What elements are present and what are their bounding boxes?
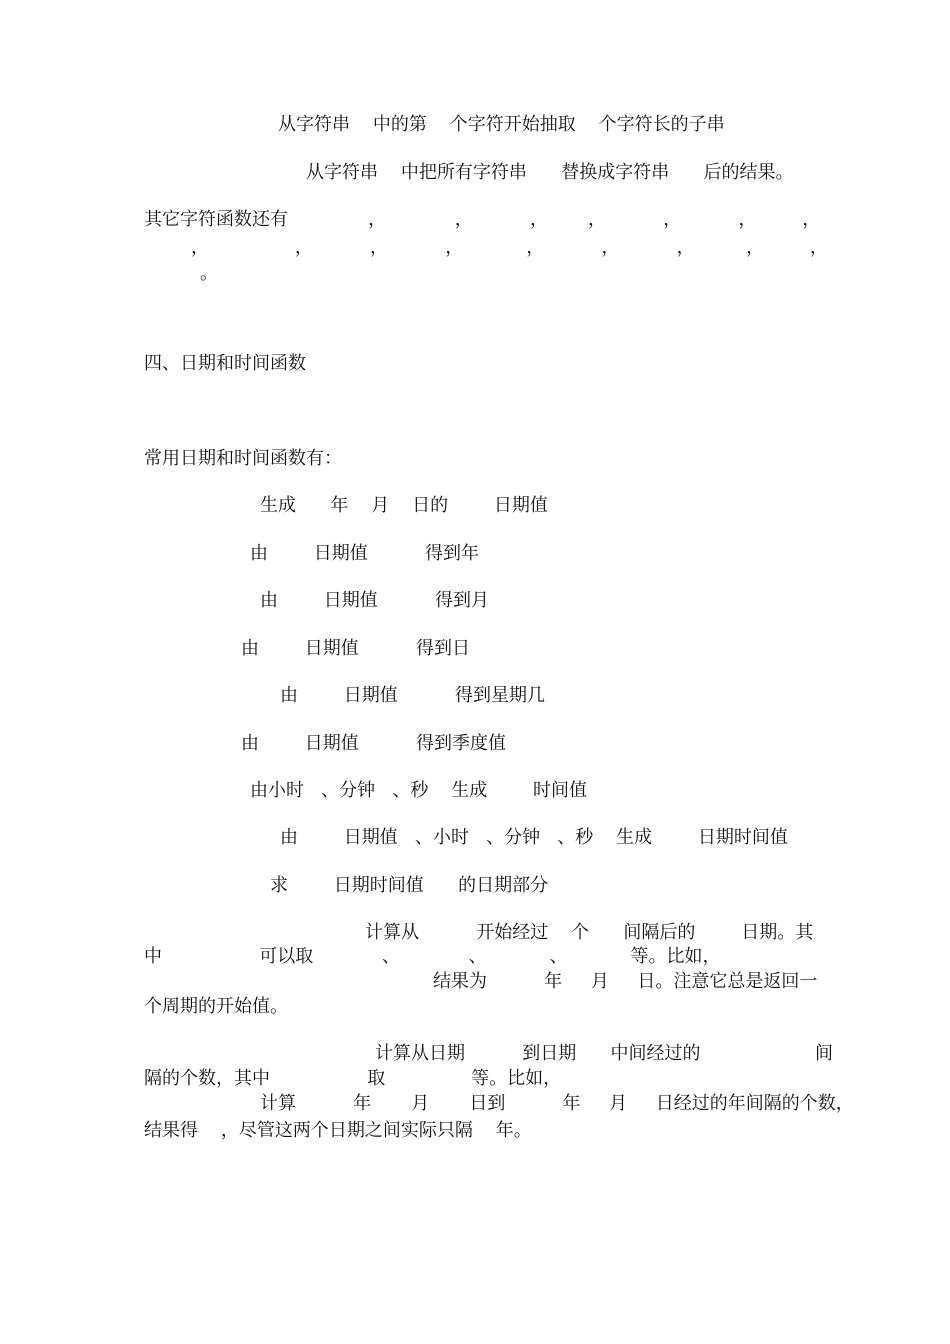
text-line: 隔的个数，其中 取 等。比如， xyxy=(144,1068,562,1089)
text-line: 由小时 、分钟 、秒 生成 时间值 xyxy=(250,780,587,801)
text-line: 由 日期值 、小时 、分钟 、秒 生成 日期时间值 xyxy=(280,827,788,848)
text-line: 结果得 ，尽管这两个日期之间实际只隔 年。 xyxy=(144,1120,532,1141)
text-line: 计算 年 月 日到 年 月 日经过的年间隔的个数， xyxy=(260,1093,854,1114)
text-line: 从字符串 中的第 个字符开始抽取 个字符长的子串 xyxy=(278,114,725,135)
text-line: 中 可以取 、 、 、 等。比如， xyxy=(144,946,721,967)
text-line: 由 日期值 得到月 xyxy=(260,590,489,611)
text-line: 常用日期和时间函数有： xyxy=(144,448,342,469)
text-line: 其它字符函数还有 ， ， ， ， ， ， ， xyxy=(144,209,821,230)
text-line: 由 日期值 得到星期几 xyxy=(280,685,545,706)
text-line: 从字符串 中把所有字符串 替换成字符串 后的结果。 xyxy=(306,162,794,183)
text-line: ， ， ， ， ， ， ， ， ， xyxy=(191,237,828,258)
text-line: 计算从 开始经过 个 间隔后的 日期。其 xyxy=(365,922,814,943)
text-line: 个周期的开始值。 xyxy=(144,996,288,1017)
text-line: 。 xyxy=(200,263,218,284)
text-line: 四、日期和时间函数 xyxy=(144,353,306,374)
text-line: 由 日期值 得到年 xyxy=(250,543,479,564)
text-line: 由 日期值 得到日 xyxy=(241,638,470,659)
text-line: 生成 年 月 日的 日期值 xyxy=(260,495,548,516)
text-line: 计算从日期 到日期 中间经过的 间 xyxy=(375,1043,833,1064)
text-line: 结果为 年 月 日。注意它总是返回一 xyxy=(433,971,818,992)
text-line: 由 日期值 得到季度值 xyxy=(241,733,506,754)
text-line: 求 日期时间值 的日期部分 xyxy=(270,875,549,896)
